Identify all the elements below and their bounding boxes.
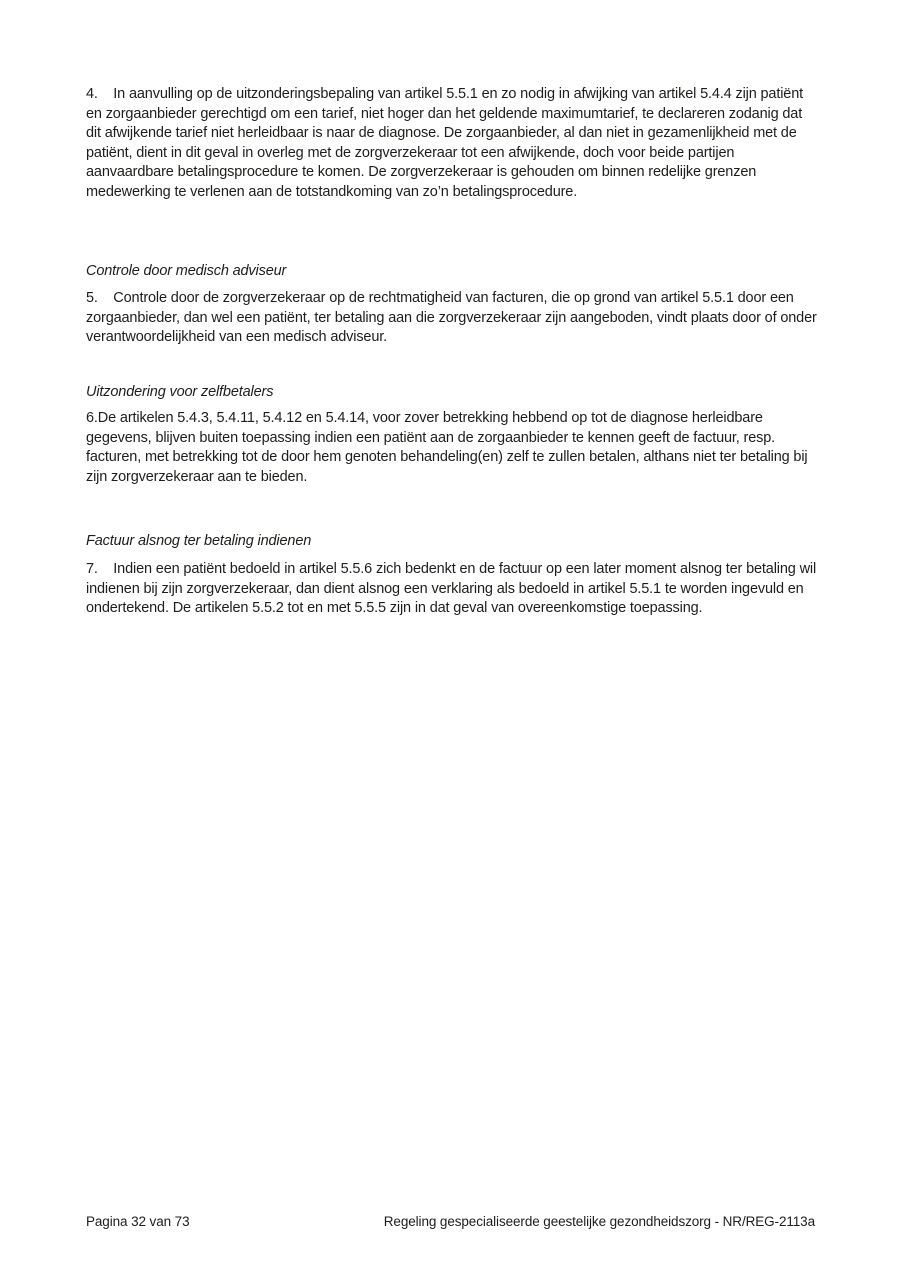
paragraph-article-7: 7. Indien een patiënt bedoeld in artikel 5.5.6 zich bedenkt en de factuur op een later moment alsnog ter betaling wil indienen bij zijn zorgverzekeraar, dan dient alsnog een verklaring als bedoeld in artikel 5.5.1 te worden ingevuld en ondertekend. De artikelen 5.5.2 tot en met 5.5.5 zijn in dat geval van overeenkomstige toepassing. [86, 561, 817, 616]
paragraph-article-4: 4. In aanvulling op de uitzonderingsbepaling van artikel 5.5.1 en zo nodig in afwijking van artikel 5.4.4 zijn patiënt en zorgaanbieder gerechtigd om een tarief, niet hoger dan het geldende maximumtarief, te declareren zodanig dat dit afwijkende tarief niet herleidbaar is naar de diagnose. De zorgaanbieder, al dan niet in gezamenlijkheid met de patiënt, dient in dit geval in overleg met de zorgverzekeraar tot een afwijkende, doch voor beide partijen aanvaardbare betalingsprocedure te komen. De zorgverzekeraar is gehouden om binnen redelijke grenzen medewerking te verlenen aan de totstandkoming van zo’n betalingsprocedure. [86, 86, 803, 200]
paragraph-article-5: 5. Controle door de zorgverzekeraar op de rechtmatigheid van facturen, die op grond van artikel 5.5.1 door een zorgaanbieder, dan wel een patiënt, ter betaling aan die zorgverzekeraar zijn aangeboden, vindt plaats door of onder verantwoordelijkheid van een medisch adviseur. [86, 290, 817, 345]
section-heading-controle-door-medisch-adviseur: Controle door medisch adviseur [86, 263, 287, 279]
footer-page-number: Pagina 32 van 73 [86, 1214, 190, 1229]
footer-document-title: Regeling gespecialiseerde geestelijke gezondheidszorg - NR/REG-2113a [383, 1214, 815, 1229]
paragraph-article-6: 6.De artikelen 5.4.3, 5.4.11, 5.4.12 en 5.4.14, voor zover betrekking hebbend op tot de diagnose herleidbare gegevens, blijven buiten toepassing indien een patiënt aan de zorgaanbieder te kennen geeft de factuur, resp. facturen, met betrekking tot de door hem genoten behandeling(en) zelf te zullen betalen, althans niet ter betaling bij zijn zorgverzekeraar aan te bieden. [86, 410, 808, 485]
section-heading-factuur-alsnog-ter-betaling-indienen: Factuur alsnog ter betaling indienen [86, 533, 312, 549]
page-footer [86, 1213, 815, 1230]
section-heading-uitzondering-voor-zelfbetalers: Uitzondering voor zelfbetalers [86, 384, 274, 400]
